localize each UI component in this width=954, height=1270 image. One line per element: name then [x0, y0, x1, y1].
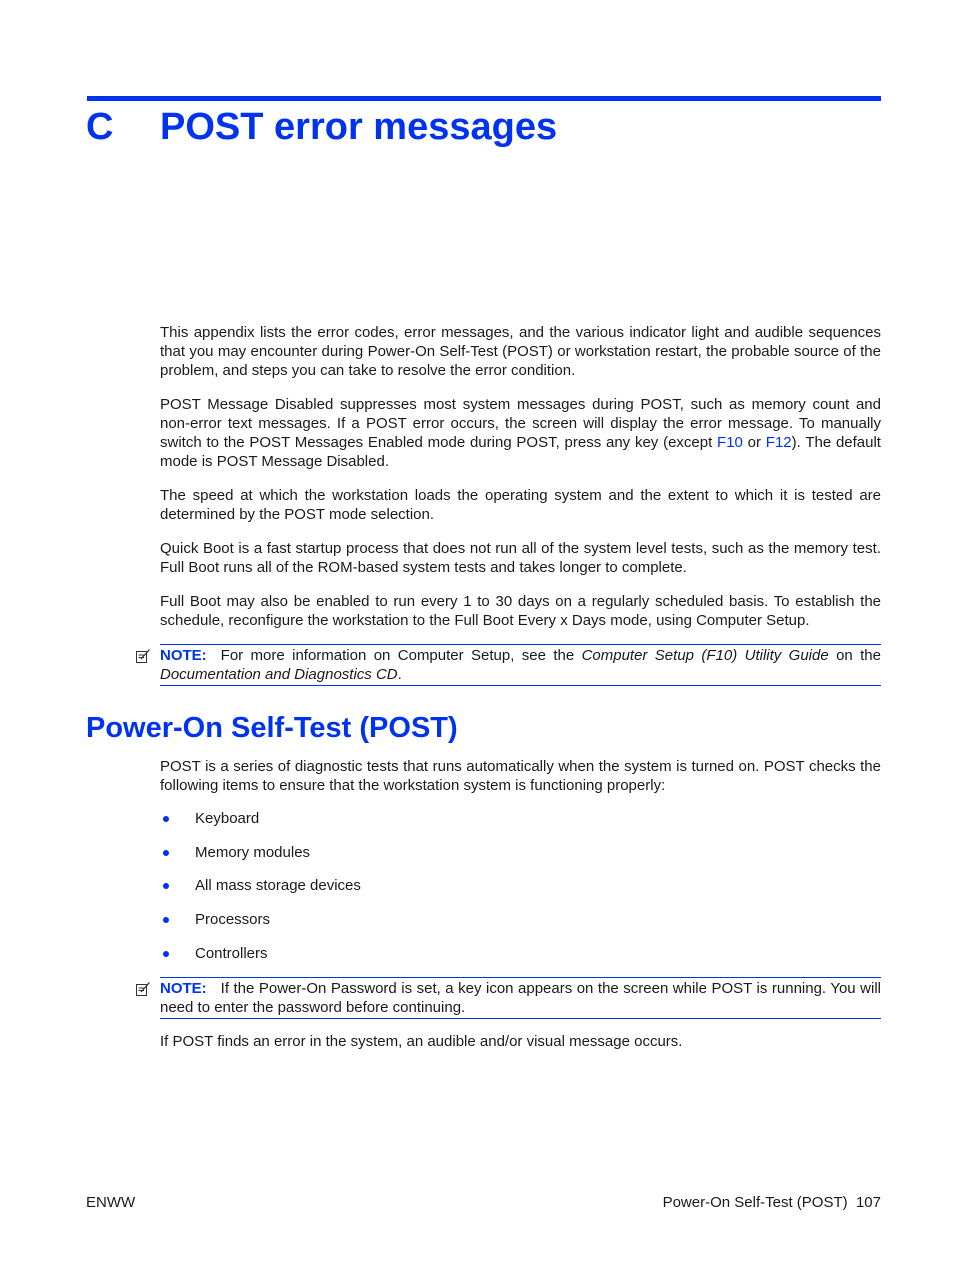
- paragraph-2: [160, 395, 881, 471]
- chapter-letter: C: [86, 106, 114, 148]
- f12-link[interactable]: F12: [765, 434, 792, 451]
- post-items-list: [160, 809, 361, 977]
- list-item-label: Keyboard: [195, 810, 260, 827]
- list-item-label: Memory modules: [195, 843, 311, 861]
- list-item: [160, 843, 361, 877]
- paragraph-4: Quick Boot is a fast startup process that does not run all of the system level tests, such as the memory test. Full Boot runs all of the ROM-based system tests and takes longer to complete.: [160, 540, 881, 576]
- bullet-icon: [163, 850, 169, 856]
- bullet-icon: [163, 951, 169, 957]
- section-intro-text: POST is a series of diagnostic tests that runs automatically when the system is turned on. POST checks the following items to ensure that the workstation system is functioning properly:: [160, 758, 881, 794]
- bullet-icon: [163, 917, 169, 923]
- paragraph-5: Full Boot may also be enabled to run every 1 to 30 days on a regularly scheduled basis. To establish the schedule, reconfigure the workstation to the Full Boot Every x Days mode, using Computer Setup.: [160, 593, 881, 629]
- list-item-label: Controllers: [195, 944, 268, 962]
- list-item-label: Processors: [195, 911, 271, 929]
- note-text-before: For more information on Computer Setup, see the: [220, 647, 582, 664]
- footer-right: [663, 1193, 881, 1212]
- bullet-icon: [163, 883, 169, 889]
- guide-title: Computer Setup (F10) Utility Guide: [581, 647, 829, 664]
- chapter-rule: [87, 96, 881, 101]
- paragraph-3: The speed at which the workstation loads the operating system and the extent to which it is tested are determined by the POST mode selection.: [160, 487, 881, 523]
- f10-link[interactable]: F10: [717, 434, 743, 451]
- chapter-title: POST error messages: [160, 106, 558, 148]
- page-number: 107: [855, 1194, 881, 1211]
- paragraph-2-text-before: POST Message Disabled suppresses most system messages during POST, such as memory count and non-error text messages. If a POST error occurs, the screen will display the error message. To manually switch to the POST Messages Enabled mode during POST, press any key (except: [160, 396, 881, 451]
- note-text-after: .: [397, 666, 402, 683]
- paragraph-2-or: or: [742, 434, 766, 451]
- closing-paragraph: [160, 1032, 881, 1051]
- full-boot-paragraph: [160, 592, 881, 630]
- footer-left: ENWW: [86, 1194, 136, 1211]
- note-text-middle: on the: [828, 647, 881, 664]
- paragraph-2-text-after: ). The default mode is POST Message Disabled.: [160, 434, 881, 470]
- note-label: NOTE:: [160, 980, 207, 997]
- note-label: NOTE:: [160, 647, 207, 664]
- list-item: [160, 809, 361, 843]
- intro-paragraph: [160, 323, 881, 380]
- list-item: [160, 910, 361, 944]
- closing-text: If POST finds an error in the system, an audible and/or visual message occurs.: [160, 1033, 683, 1050]
- footer-section: Power-On Self-Test (POST): [662, 1194, 848, 1211]
- note-icon: [135, 981, 151, 997]
- cd-title: Documentation and Diagnostics CD: [160, 666, 398, 683]
- list-item: [160, 876, 361, 910]
- section-intro: [160, 757, 881, 795]
- paragraph-1: This appendix lists the error codes, error messages, and the various indicator light and audible sequences that you may encounter during Power-On Self-Test (POST) or workstation restart, the probable source of the problem, and steps you can take to resolve the error condition.: [160, 324, 881, 379]
- post-message-paragraph: [160, 395, 881, 471]
- note-computer-setup: [160, 644, 881, 686]
- note-text: If the Power-On Password is set, a key icon appears on the screen while POST is running. You will need to enter the password before continuing.: [160, 980, 881, 1016]
- speed-paragraph: [160, 486, 881, 524]
- quick-boot-paragraph: [160, 539, 881, 577]
- bullet-icon: [163, 816, 169, 822]
- list-item: [160, 944, 361, 978]
- note-icon: [135, 648, 151, 664]
- section-heading: Power-On Self-Test (POST): [86, 712, 458, 744]
- list-item-label: All mass storage devices: [195, 877, 361, 895]
- note-password: [160, 977, 881, 1019]
